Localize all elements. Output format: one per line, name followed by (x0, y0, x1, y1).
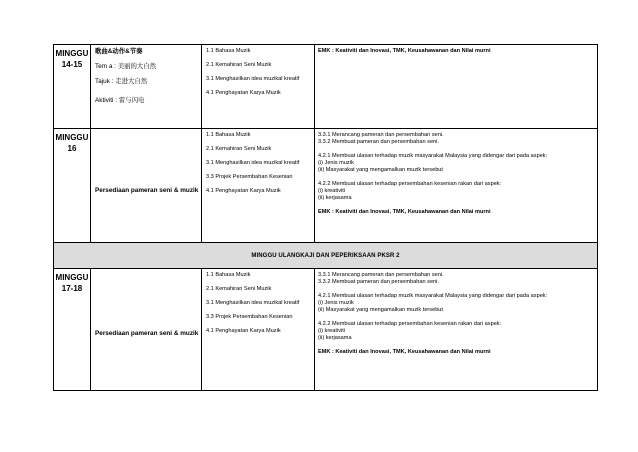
table-row-week-17-18 (54, 269, 598, 391)
learning-standard-cell (315, 45, 598, 129)
standard-item: 3.1 Menghasilkan idea muzikal kreatif (206, 300, 300, 306)
lesson-plan-table (53, 44, 598, 391)
standard-item: 3.3 Projek Persembahan Kesenian (206, 314, 293, 320)
standard-line: 3.3.1 Merancang pameran dan persembahan seni. (318, 132, 444, 138)
standard-line: (ii) Masyarakat yang mengamalkan muzik tersebut (318, 307, 443, 313)
table-row-week-14-15 (54, 45, 598, 129)
topic-tajuk: Tajuk : 走进大自然 (95, 78, 148, 85)
standard-line: (i) Jenis muzik (318, 300, 354, 306)
emk-text: EMK : Keativiti dan Inovasi, TMK, Keusahawanan dan Nilai murni (318, 209, 491, 215)
standard-item: 2.1 Kemahiran Seni Muzik (206, 146, 272, 152)
standard-item: 4.1 Penghayatan Karya Muzik (206, 90, 281, 96)
standard-item: 2.1 Kemahiran Seni Muzik (206, 62, 272, 68)
topic-heading: 歌曲&动作&节奏 (95, 48, 143, 55)
emk-text: EMK : Keativiti dan Inovasi, TMK, Keusahawanan dan Nilai murni (318, 48, 491, 54)
standard-cell (202, 269, 315, 391)
week-number: 16 (67, 144, 77, 153)
standard-item: 2.1 Kemahiran Seni Muzik (206, 286, 272, 292)
standard-item: 1.1 Bahasa Muzik (206, 272, 251, 278)
standard-line: 4.2.1 Membuat ulasan terhadap muzik masyarakat Malaysia yang didengar dari pada aspek: (318, 293, 548, 299)
standard-line: 3.3.2 Membuat pameran dan persembahan seni. (318, 139, 439, 145)
learning-standard-cell (315, 269, 598, 391)
standard-item: 1.1 Bahasa Muzik (206, 48, 251, 54)
standard-line: 4.2.2 Membuat ulasan terhadap persembahan kesenian rakan dari aspek: (318, 181, 502, 187)
week-cell (54, 129, 91, 243)
topic-activity: Persediaan pameran seni & muzik (95, 186, 199, 194)
standard-line: 3.3.2 Membuat pameran dan persembahan seni. (318, 279, 439, 285)
emk-line (318, 48, 597, 55)
revision-banner-row (54, 243, 598, 269)
topic-cell (91, 45, 202, 129)
standard-cell (202, 45, 315, 129)
standard-line: (ii) kerjasama (318, 335, 352, 341)
standard-line: 4.2.1 Membuat ulasan terhadap muzik masyarakat Malaysia yang didengar dari pada aspek: (318, 153, 548, 159)
standard-item: 1.1 Bahasa Muzik (206, 132, 251, 138)
standard-line: 4.2.2 Membuat ulasan terhadap persembahan kesenian rakan dari aspek: (318, 321, 502, 327)
standard-line: (i) kreativiti (318, 188, 346, 194)
topic-cell (91, 129, 202, 243)
week-number: 14-15 (61, 60, 83, 69)
standard-item: 3.3 Projek Persembahan Kesenian (206, 174, 293, 180)
week-cell (54, 45, 91, 129)
standard-line: 3.3.1 Merancang pameran dan persembahan seni. (318, 272, 444, 278)
standard-line: (ii) Masyarakat yang mengamalkan muzik tersebut (318, 167, 443, 173)
table-row-week-16 (54, 129, 598, 243)
standard-line: (i) Jenis muzik (318, 160, 354, 166)
week-cell (54, 269, 91, 391)
topic-aktiviti: Aktiviti : 雷与闪电 (95, 97, 145, 104)
week-label: MINGGU (55, 273, 89, 282)
standard-line: (i) kreativiti (318, 328, 346, 334)
topic-activity: Persediaan pameran seni & muzik (95, 329, 199, 337)
emk-line (318, 349, 597, 356)
emk-text: EMK : Keativiti dan Inovasi, TMK, Keusahawanan dan Nilai murni (318, 349, 491, 355)
week-label: MINGGU (55, 49, 89, 58)
revision-banner: MINGGU ULANGKAJI DAN PEPERIKSAAN PKSR 2 (54, 243, 598, 269)
standard-item: 3.1 Menghasilkan idea muzikal kreatif (206, 160, 300, 166)
week-number: 17-18 (61, 284, 83, 293)
learning-standard-cell (315, 129, 598, 243)
emk-line (318, 209, 597, 216)
standard-item: 4.1 Penghayatan Karya Muzik (206, 188, 281, 194)
standard-item: 4.1 Penghayatan Karya Muzik (206, 328, 281, 334)
standard-cell (202, 129, 315, 243)
standard-item: 3.1 Menghasilkan idea muzikal kreatif (206, 76, 300, 82)
standard-line: (ii) kerjasama (318, 195, 352, 201)
topic-tema: Tem a : 美丽的大自然 (95, 63, 157, 70)
week-label: MINGGU (55, 133, 89, 142)
topic-cell (91, 269, 202, 391)
